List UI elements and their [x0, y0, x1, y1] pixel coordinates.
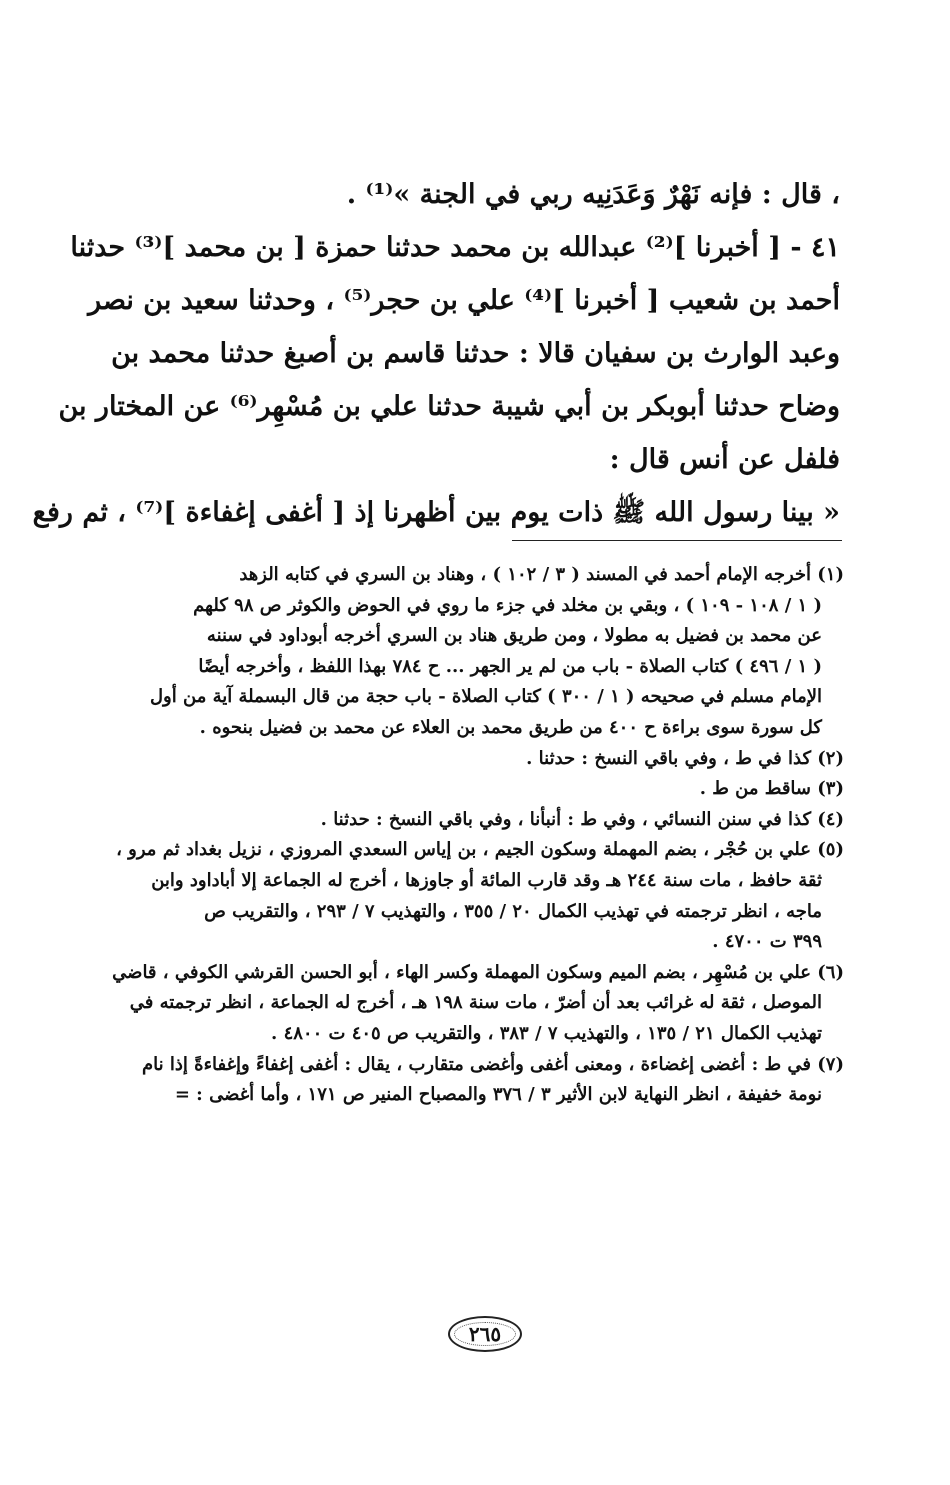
footnote-line: ( ١ / ١٠٨ - ١٠٩ ) ، وبقي بن مخلد في جزء ما روي في الحوض والكوثر ص ٩٨ كلهم — [193, 594, 822, 616]
footnote-3 — [118, 774, 844, 805]
footnote-1 — [118, 560, 844, 744]
footnote-line: نومة خفيفة ، انظر النهاية لابن الأثير ٣ / ٣٧٦ والمصباح المنير ص ١٧١ ، وأما أغضى : = — [174, 1084, 822, 1106]
footnote-line: ٣٩٩ ت ٤٧٠٠ . — [712, 931, 822, 953]
footnote-line: (٧) في ط : أغضى إغضاءة ، ومعنى أغفى وأغضى متقارب ، يقال : أغفى إغفاءً وإغفاءةً إذا نام — [141, 1053, 844, 1075]
footnote-2 — [118, 744, 844, 775]
footnote-line: (٤) كذا في سنن النسائي ، وفي ط : أنبأنا ، وفي باقي النسخ : حدثنا . — [320, 808, 844, 830]
footnote-line: تهذيب الكمال ٢١ / ١٣٥ ، والتهذيب ٧ / ٣٨٣ ، والتقريب ص ٤٠٥ ت ٤٨٠٠ . — [271, 1022, 822, 1044]
footnote-line: (٥) علي بن حُجْر ، بضم المهملة وسكون الجيم ، بن إياس السعدي المروزي ، نزيل بغداد ثم مرو ، — [116, 839, 844, 861]
footnote-line: ماجه ، انظر ترجمته في تهذيب الكمال ٢٠ / ٣٥٥ ، والتهذيب ٧ / ٢٩٣ ، والتقريب ص — [204, 900, 822, 922]
footnote-line: ( ١ / ٤٩٦ ) كتاب الصلاة - باب من لم ير الجهر ... ح ٧٨٤ بهذا اللفظ ، وأخرجه أيضًا — [198, 655, 822, 677]
footnote-line: (٢) كذا في ط ، وفي باقي النسخ : حدثنا . — [526, 747, 844, 769]
footnote-6 — [112, 958, 844, 1050]
footnote-line: الموصل ، ثقة له غرائب بعد أن أضرّ ، مات سنة ١٩٨ هـ ، أخرج له الجماعة ، انظر ترجمته في — [129, 992, 822, 1014]
main-text-line: وعبد الوارث بن سفيان قالا : حدثنا قاسم بن أصبغ حدثنا محمد بن — [111, 338, 840, 369]
page-number — [448, 1316, 522, 1352]
main-text — [32, 168, 840, 539]
footnotes — [112, 560, 844, 1111]
footnote-7 — [118, 1050, 844, 1111]
footnote-line: (٣) ساقط من ط . — [699, 778, 844, 800]
main-text-line: أحمد بن شعيب [ أخبرنا ]⁽⁴⁾ علي بن حجر⁽⁵⁾ ، وحدثنا سعيد بن نصر — [88, 285, 840, 316]
footnote-line: عن محمد بن فضيل به مطولا ، ومن طريق هناد بن السري أخرجه أبوداود في سننه — [206, 625, 822, 647]
main-text-line: « بينا رسول الله ﷺ ذات يوم بين أظهرنا إذ [ أغفى إغفاءة ]⁽⁷⁾ ، ثم رفع — [32, 497, 840, 528]
footnote-4 — [118, 805, 844, 836]
main-text-line: وضاح حدثنا أبوبكر بن أبي شيبة حدثنا علي بن مُسْهِر⁽⁶⁾ عن المختار بن — [58, 391, 840, 422]
footnote-line: (١) أخرجه الإمام أحمد في المسند ( ٣ / ١٠٢ ) ، وهناد بن السري في كتابه الزهد — [239, 564, 844, 585]
footnote-5 — [118, 835, 844, 957]
footnote-divider — [512, 540, 842, 541]
footnote-line: كل سورة سوى براءة ح ٤٠٠ من طريق محمد بن العلاء عن محمد بن فضيل بنحوه . — [199, 716, 822, 738]
page-number-text: ٢٦٥ — [468, 1322, 502, 1346]
footnote-line: (٦) علي بن مُسْهِر ، بضم الميم وسكون المهملة وكسر الهاء ، أبو الحسن القرشي الكوفي ، قاضي — [112, 961, 844, 983]
main-text-line: ٤١ - [ أخبرنا ]⁽²⁾ عبدالله بن محمد حدثنا حمزة [ بن محمد ]⁽³⁾ حدثنا — [70, 232, 840, 263]
footnote-line: الإمام مسلم في صحيحه ( ١ / ٣٠٠ ) كتاب الصلاة - باب حجة من قال البسملة آية من أول — [149, 686, 822, 708]
main-text-line: فلفل عن أنس قال : — [609, 444, 840, 475]
footnote-line: ثقة حافظ ، مات سنة ٢٤٤ هـ وقد قارب المائة أو جاوزها ، أخرج له الجماعة إلا أباداود وابن — [151, 869, 822, 891]
main-text-line: ، قال : فإنه نَهْرٌ وَعَدَنِيه ربي في الجنة »⁽¹⁾ . — [346, 179, 840, 210]
